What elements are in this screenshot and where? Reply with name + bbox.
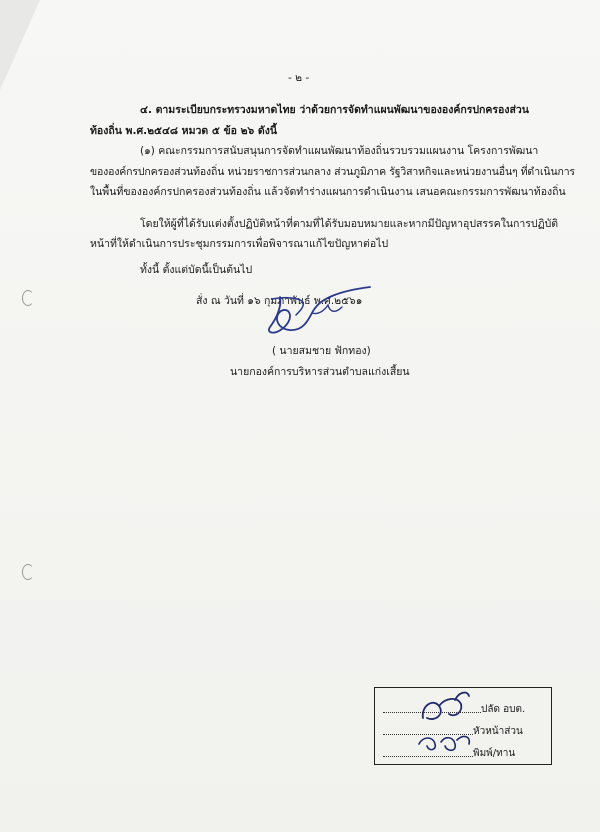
section-heading-line-1: ๔. ตามระเบียบกระทรวงมหาดไทย ว่าด้วยการจัดทำแผนพัฒนาขององค์กรปกครองส่วน [140, 104, 529, 116]
instruction-line-2: หน้าที่ให้ดำเนินการประชุมกรรมการเพื่อพิจารณาแก้ไขปัญหาต่อไป [90, 238, 389, 250]
punch-hole [22, 290, 34, 306]
stamp-label-1: ปลัด อบต. [481, 704, 526, 715]
stamp-label-2: หัวหน้าส่วน [473, 726, 523, 737]
item-1-line-1: (๑) คณะกรรมการสนับสนุนการจัดทำแผนพัฒนาท้องถิ่นรวบรวมแผนงาน โครงการพัฒนา [140, 145, 539, 157]
stamp-label-3: พิมพ์/ทาน [473, 748, 516, 759]
signer-name: ( นายสมชาย ฟักทอง) [272, 345, 371, 357]
page-number: - ๒ - [288, 72, 310, 84]
item-1-line-3: ในพื้นที่ขององค์กรปกครองส่วนท้องถิ่น แล้วจัดทำร่างแผนการดำเนินงาน เสนอคณะกรรมการพัฒนาท้องถิ่น [90, 186, 566, 198]
page-corner-shadow [0, 0, 40, 90]
signer-title: นายกองค์การบริหารส่วนตำบลแก่งเสี้ยน [230, 366, 410, 378]
stamp-initials [405, 688, 495, 764]
instruction-line-1: โดยให้ผู้ที่ได้รับแต่งตั้งปฏิบัติหน้าที่ตามที่ได้รับมอบหมายและหากมีปัญหาอุปสรรคในการปฏิบัติ [140, 218, 559, 230]
section-heading-line-2: ท้องถิ่น พ.ศ.๒๕๔๘ หมวด ๕ ข้อ ๒๖ ดังนี้ [90, 125, 278, 137]
punch-hole [22, 564, 34, 580]
initials-stamp-box [374, 687, 552, 765]
effective-statement: ทั้งนี้ ตั้งแต่บัดนี้เป็นต้นไป [140, 264, 253, 276]
signature [252, 285, 402, 345]
order-date: สั่ง ณ วันที่ ๑๖ กุมภาพันธ์ พ.ศ.๒๕๖๑ [196, 295, 363, 307]
item-1-line-2: ขององค์กรปกครองส่วนท้องถิ่น หน่วยราชการส่วนกลาง ส่วนภูมิภาค รัฐวิสาหกิจและหน่วยงานอื่นๆ ที่ดำเนินการ [90, 166, 575, 178]
